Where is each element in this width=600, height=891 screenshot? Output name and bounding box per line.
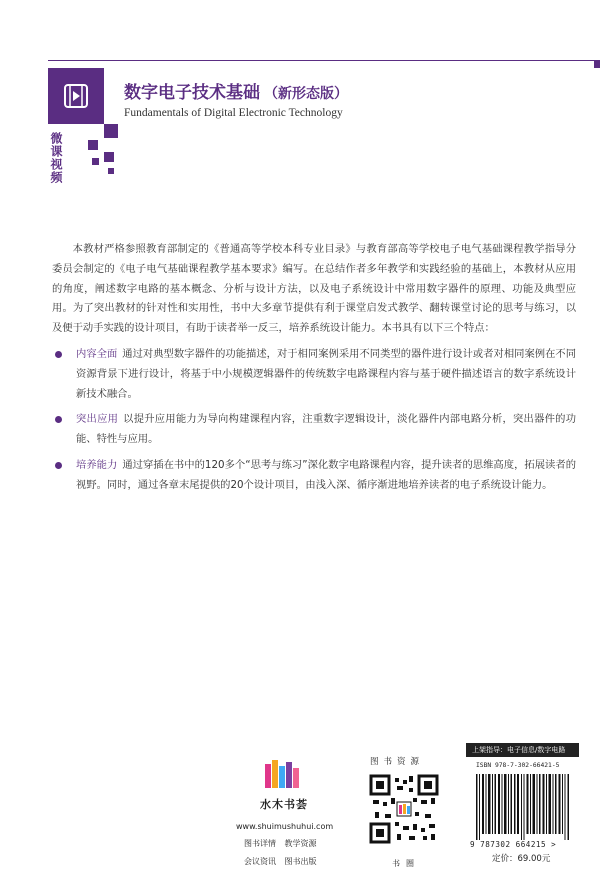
feature-text: 通过穿插在书中的120多个“思考与练习”深化数字电路课程内容，提升读者的思维高度，拓展读者的视野。同时，通过各章末尾提供的20个设计项目，由浅入深、循序渐进地培养读者的电子系统设计能力。 xyxy=(76,458,577,491)
feature-item xyxy=(52,410,576,450)
title-cn: 数字电子技术基础 xyxy=(124,83,260,103)
deco-square xyxy=(92,158,99,165)
barcode-number: 9 787302 664215 > xyxy=(470,840,557,849)
video-play-icon xyxy=(62,82,90,110)
price: 定价：69.00元 xyxy=(492,854,551,864)
feature-title: 突出应用 xyxy=(76,413,119,426)
intro-paragraph: 本教材严格参照教育部制定的《普通高等学校本科专业目录》与教育部高等学校电子电气基础课程教学指导分委员会制定的《电子电气基础课程教学基本要求》编写。在总结作者多年教学和实践经验的基础上，本教材从应用的角度，阐述数字电路的基本概念、分析与设计方法，以及电子系统设计中常用数字器件的原理、功能及典型应用。为了突出教材的针对性和实用性，书中大多章节提供有利于课堂启发式教学、翻转课堂讨论的思考与练习，以及便于动手实践的设计项目，有助于读者举一反三，培养系统设计能力。本书具有以下三个特点： xyxy=(52,243,576,335)
publisher-logo-icon xyxy=(265,760,301,788)
isbn-number: ISBN 978-7-302-66421-5 xyxy=(476,762,560,769)
title-en: Fundamentals of Digital Electronic Technology xyxy=(124,107,343,119)
bullet-dot xyxy=(55,462,62,469)
qr-label: 图书资源 xyxy=(370,757,425,767)
deco-square xyxy=(104,124,118,138)
feature-item xyxy=(52,345,576,404)
publisher-links-row: 会议资讯 图书出版 xyxy=(244,857,317,866)
feature-item xyxy=(52,456,576,496)
bullet-dot xyxy=(55,351,62,358)
barcode-icon xyxy=(476,774,572,840)
publisher-website[interactable]: www.shuimushuhui.com xyxy=(236,822,334,831)
deco-square xyxy=(108,168,114,174)
qr-code-icon xyxy=(369,774,439,844)
shelf-guide: 上架指导：电子信息/数字电路 xyxy=(466,743,579,757)
deco-square xyxy=(104,152,114,162)
top-rule xyxy=(48,60,600,61)
deco-square xyxy=(88,140,98,150)
feature-text: 以提升应用能力为导向构建课程内容，注重数字逻辑设计，淡化器件内部电路分析，突出器件的功能、特性与应用。 xyxy=(76,413,577,446)
description xyxy=(52,240,576,496)
qr-caption: 书圈 xyxy=(392,859,420,868)
feature-title: 培养能力 xyxy=(76,458,118,471)
edition: （新形态版） xyxy=(264,86,348,102)
feature-title: 内容全面 xyxy=(76,347,118,360)
vertical-label: 微课视频 xyxy=(49,132,63,184)
publisher-brand: 水木书荟 xyxy=(260,798,308,811)
bullet-dot xyxy=(55,416,62,423)
publisher-links-row: 图书详情 教学资源 xyxy=(244,839,317,848)
feature-text: 通过对典型数字器件的功能描述，对于相同案例采用不同类型的器件进行设计或者对相同案例在不同资源背景下进行设计，将基于中小规模逻辑器件的传统数字电路课程内容与基于硬件描述语言的数字系统设计新技术融合。 xyxy=(76,347,577,400)
edge-tab xyxy=(594,60,600,68)
book-title xyxy=(124,78,348,103)
